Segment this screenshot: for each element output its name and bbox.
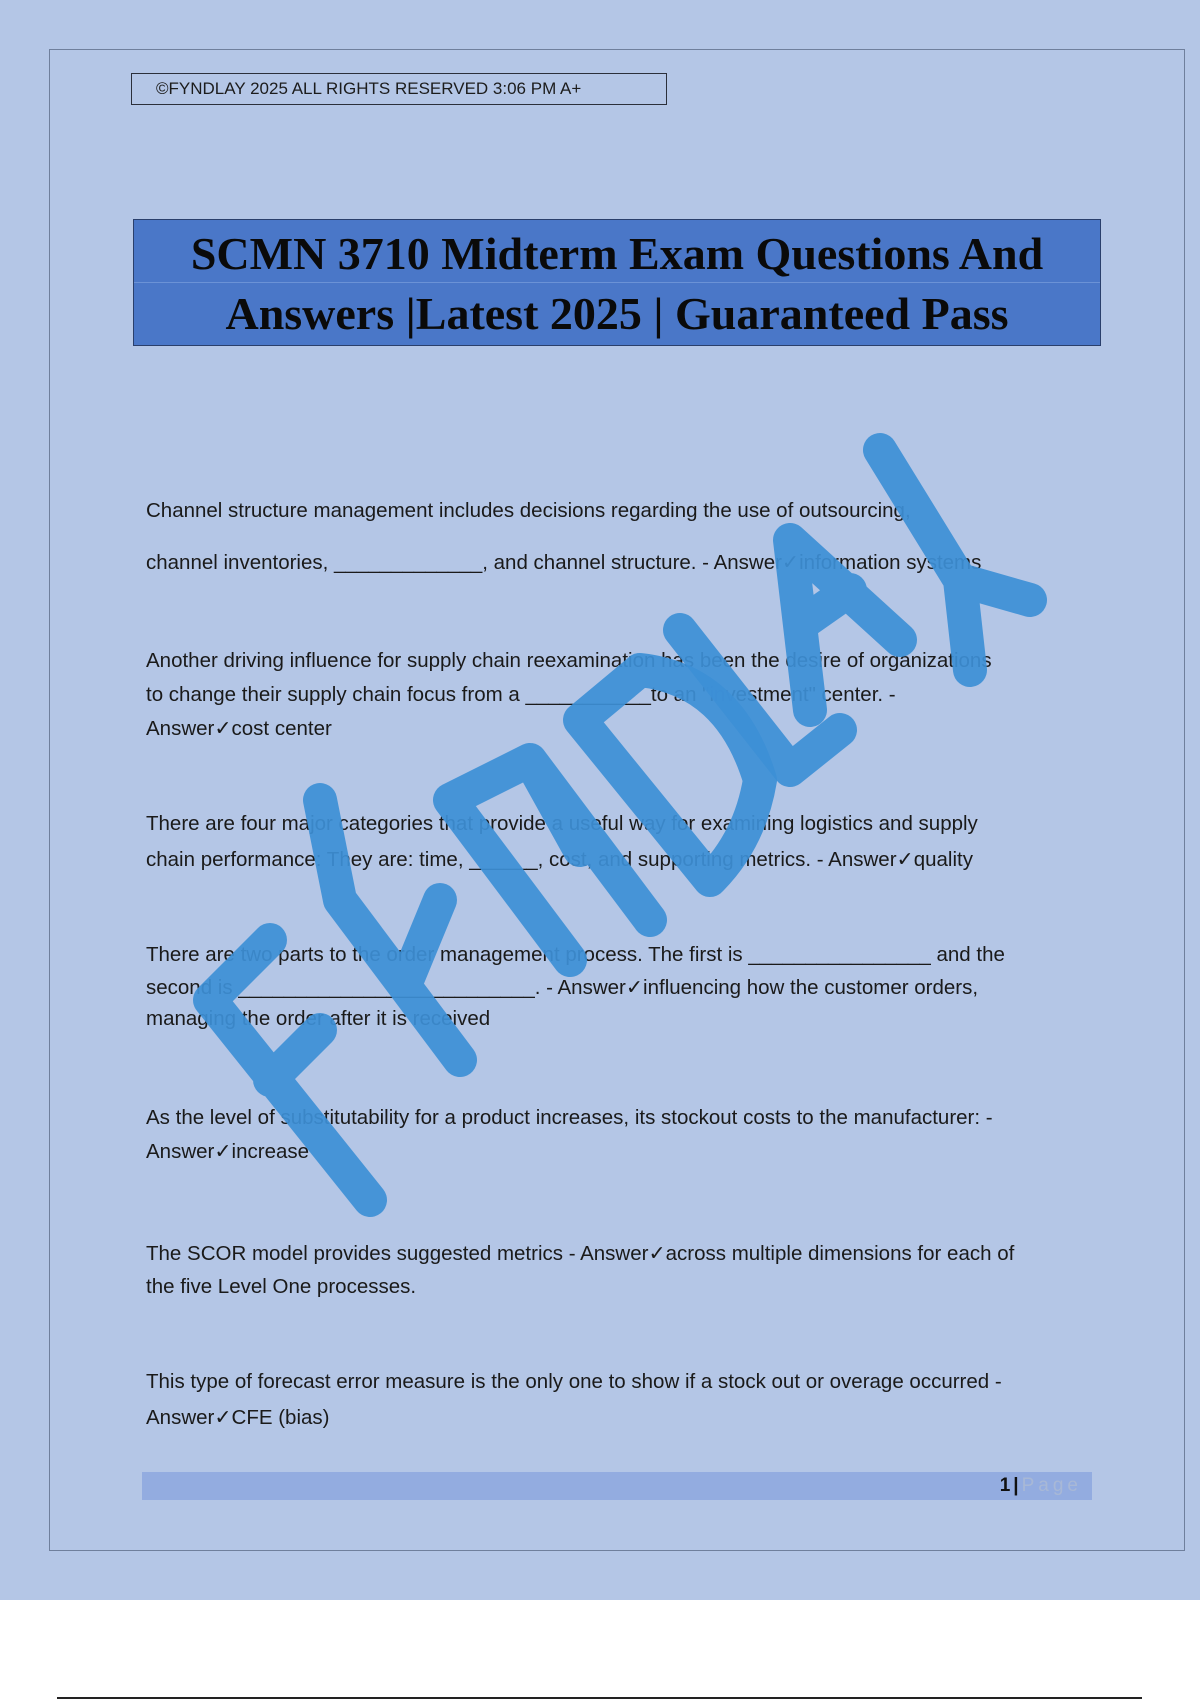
qa-line: Answer✓CFE (bias) [146, 1406, 330, 1429]
qa-item-6 [146, 1237, 1086, 1303]
qa-line: Channel structure management includes decisions regarding the use of outsourcing, [146, 499, 911, 522]
qa-line: Answer✓increase [146, 1140, 310, 1163]
footer-bar [142, 1472, 1092, 1500]
qa-item-4 [146, 937, 1086, 1034]
qa-item-1 [146, 497, 1086, 577]
qa-line: chain performance: They are: time, ______, cost, and supporting metrics. - Answer✓quality [146, 848, 973, 871]
bottom-rule [57, 1697, 1142, 1699]
qa-line: As the level of substitutability for a product increases, its stockout costs to the manufacturer: - [146, 1106, 993, 1129]
qa-line: the five Level One processes. [146, 1275, 417, 1298]
qa-line: Answer✓cost center [146, 717, 332, 740]
qa-line: second is __________________________. - Answer✓influencing how the customer orders, [146, 976, 979, 999]
title-line-2: Answers |Latest 2025 | Guaranteed Pass [225, 288, 1009, 339]
qa-line: This type of forecast error measure is the only one to show if a stock out or overage occurred - [146, 1370, 1002, 1393]
page-number [1000, 1474, 1082, 1498]
qa-line: There are four major categories that provide a useful way for examining logistics and supply [146, 812, 978, 835]
qa-line: managing the order after it is received [146, 1007, 491, 1030]
qa-line: The SCOR model provides suggested metrics - Answer✓across multiple dimensions for each of [146, 1242, 1015, 1265]
title-line-1: SCMN 3710 Midterm Exam Questions And [190, 228, 1044, 279]
qa-line: Another driving influence for supply chain reexamination has been the desire of organizations [146, 649, 992, 672]
page-number-value: 1 [999, 1475, 1011, 1496]
page-number-separator: | [1013, 1475, 1019, 1496]
qa-line: There are two parts to the order management process. The first is ________________ and the [146, 943, 1005, 966]
qa-item-3 [146, 806, 1086, 878]
title-banner [133, 219, 1101, 346]
page-title [134, 224, 1100, 344]
qa-line: channel inventories, _____________, and channel structure. - Answer✓information systems [146, 551, 982, 574]
qa-item-5 [146, 1101, 1086, 1169]
qa-item-7 [146, 1364, 1086, 1436]
qa-item-2 [146, 644, 1086, 746]
copyright-header: ©FYNDLAY 2025 ALL RIGHTS RESERVED 3:06 PM A+ [131, 73, 667, 105]
page-word: Page [1021, 1475, 1082, 1496]
qa-line: to change their supply chain focus from a ___________to an "investment" center. - [146, 683, 896, 706]
